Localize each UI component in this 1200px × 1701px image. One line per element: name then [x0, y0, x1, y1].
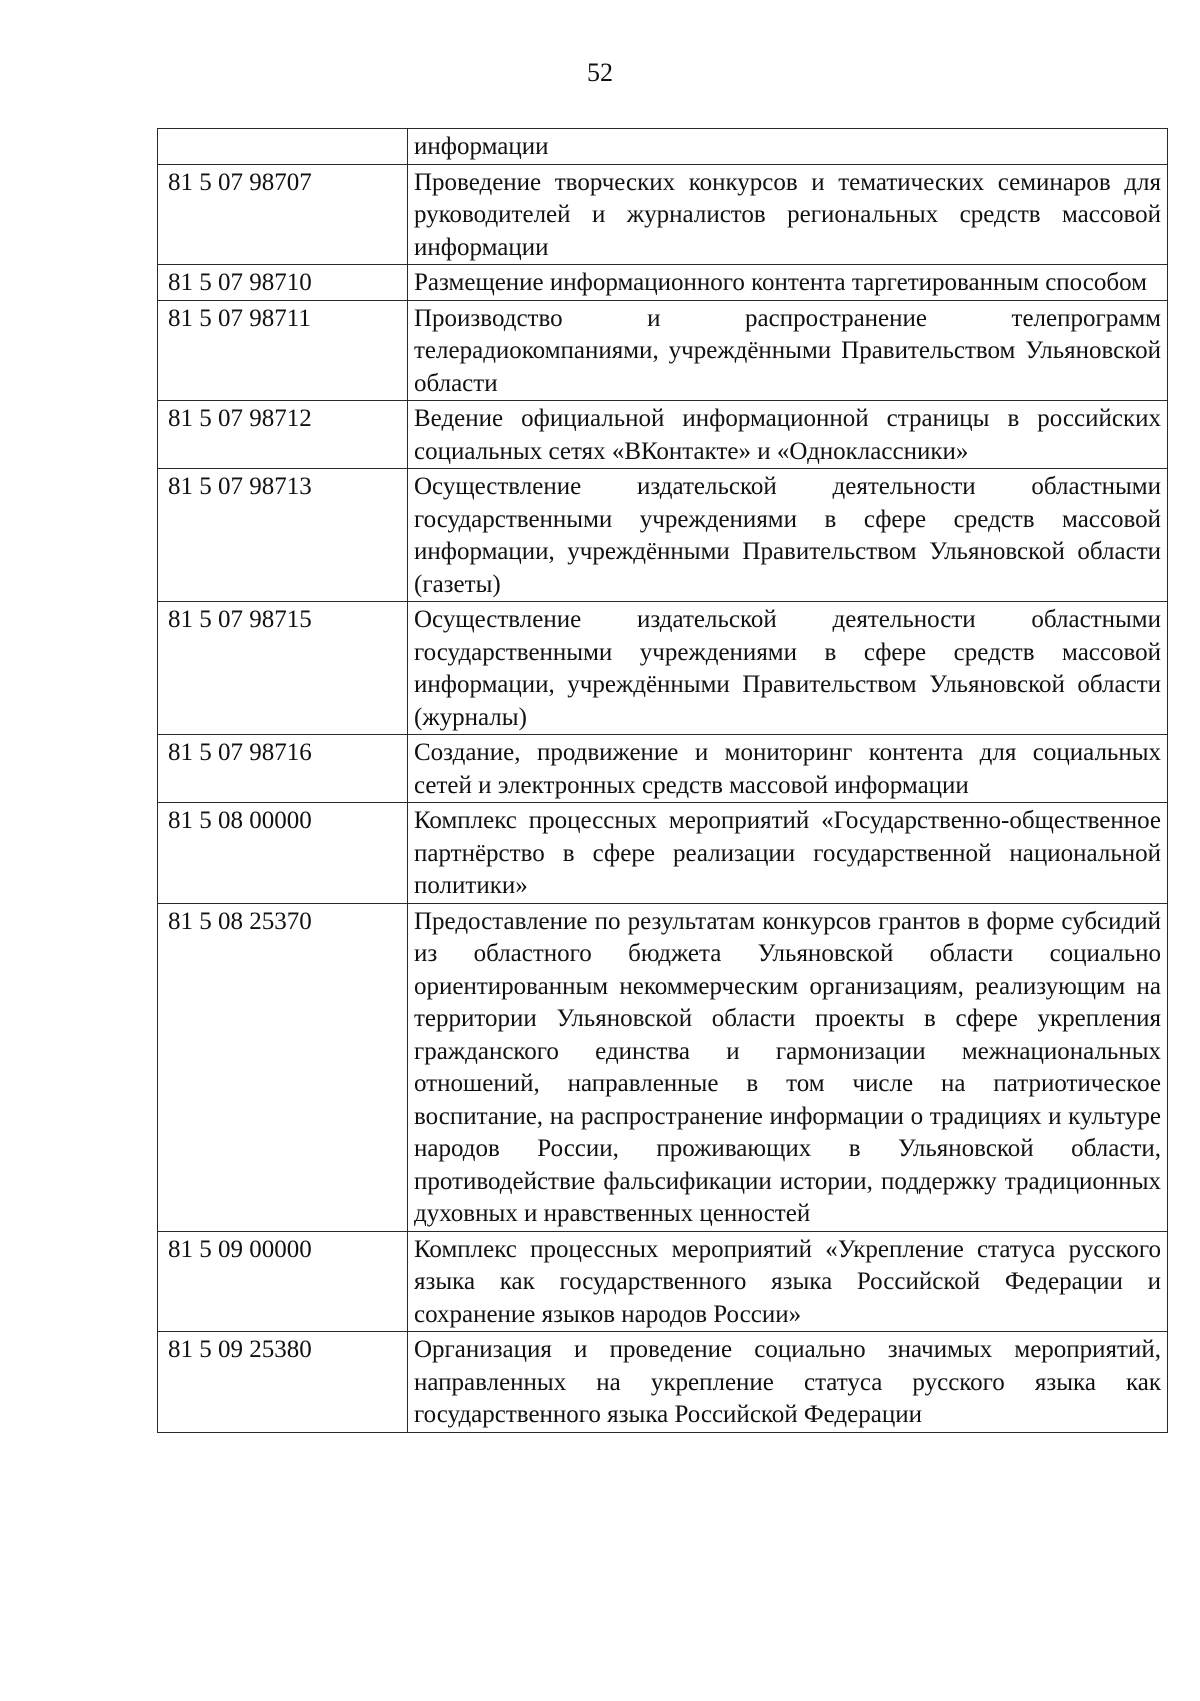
expense-description: Осуществление издательской деятельности областными государственными учреждениями в сфере средств массовой информации, учреждёнными Правительством Ульяновской области (журналы)	[408, 602, 1168, 735]
classification-code: 81 5 07 98707	[158, 164, 408, 265]
classification-code: 81 5 07 98716	[158, 735, 408, 803]
page-number: 52	[587, 58, 613, 87]
table-row	[158, 469, 1168, 602]
expense-description: Создание, продвижение и мониторинг контента для социальных сетей и электронных средств массовой информации	[408, 735, 1168, 803]
expense-description: Предоставление по результатам конкурсов грантов в форме субсидий из областного бюджета Ульяновской области социально ориентированным некоммерческим организациям, реализующим на территории Ульяновской области проекты в сфере укрепления гражданского единства и гармонизации межнациональных отношений, направленные в том числе на патриотическое воспитание, на распространение информации о традициях и культуре народов России, проживающих в Ульяновской области, противодействие фальсификации истории, поддержку традиционных духовных и нравственных ценностей	[408, 903, 1168, 1231]
expense-description: Производство и распространение телепрограмм телерадиокомпаниями, учреждёнными Правительством Ульяновской области	[408, 300, 1168, 401]
expense-description: Проведение творческих конкурсов и тематических семинаров для руководителей и журналистов региональных средств массовой информации	[408, 164, 1168, 265]
table-row	[158, 164, 1168, 265]
expense-description: Размещение информационного контента таргетированным способом	[408, 265, 1168, 301]
classification-code: 81 5 07 98712	[158, 401, 408, 469]
table-row	[158, 1231, 1168, 1332]
expense-description: Комплекс процессных мероприятий «Укрепление статуса русского языка как государственного языка Российской Федерации и сохранение языков народов России»	[408, 1231, 1168, 1332]
expense-description: Осуществление издательской деятельности областными государственными учреждениями в сфере средств массовой информации, учреждёнными Правительством Ульяновской области (газеты)	[408, 469, 1168, 602]
table-row	[158, 129, 1168, 165]
expense-description: Комплекс процессных мероприятий «Государственно-общественное партнёрство в сфере реализации государственной национальной политики»	[408, 803, 1168, 904]
table-row	[158, 735, 1168, 803]
table-row	[158, 602, 1168, 735]
classification-code: 81 5 07 98715	[158, 602, 408, 735]
budget-code-table-container	[157, 128, 1167, 1433]
classification-code: 81 5 07 98710	[158, 265, 408, 301]
table-row	[158, 300, 1168, 401]
expense-description: Организация и проведение социально значимых мероприятий, направленных на укрепление статуса русского языка как государственного языка Российской Федерации	[408, 1332, 1168, 1433]
classification-code: 81 5 07 98713	[158, 469, 408, 602]
table-row	[158, 803, 1168, 904]
table-row	[158, 1332, 1168, 1433]
classification-code	[158, 129, 408, 165]
classification-code: 81 5 08 00000	[158, 803, 408, 904]
classification-code: 81 5 09 00000	[158, 1231, 408, 1332]
budget-code-table	[157, 128, 1168, 1433]
table-row	[158, 903, 1168, 1231]
classification-code: 81 5 07 98711	[158, 300, 408, 401]
expense-description: Ведение официальной информационной страницы в российских социальных сетях «ВКонтакте» и «Одноклассники»	[408, 401, 1168, 469]
classification-code: 81 5 09 25380	[158, 1332, 408, 1433]
table-row	[158, 401, 1168, 469]
classification-code: 81 5 08 25370	[158, 903, 408, 1231]
expense-description: информации	[408, 129, 1168, 165]
table-row	[158, 265, 1168, 301]
